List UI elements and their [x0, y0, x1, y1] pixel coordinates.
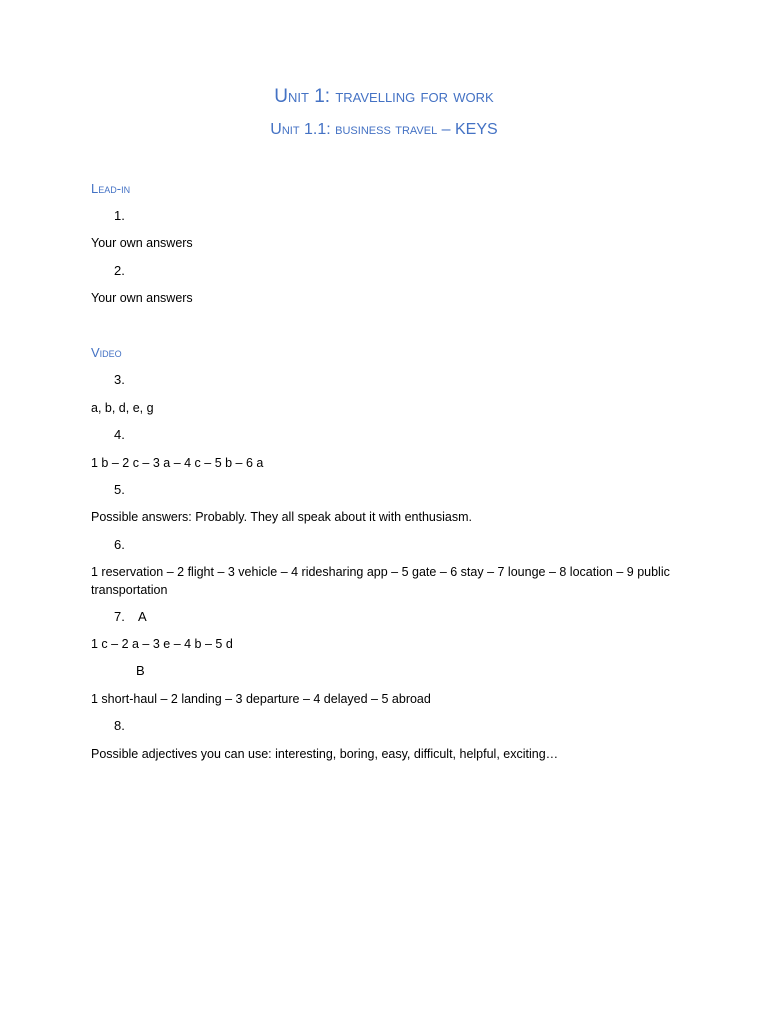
- item-answer: Your own answers: [91, 236, 193, 250]
- item-answer: Possible adjectives you can use: interesting, boring, easy, difficult, helpful, exciting…: [91, 747, 559, 761]
- item-number: [114, 609, 147, 624]
- item-number: 3.: [114, 372, 125, 387]
- item-answer: 1 reservation – 2 flight – 3 vehicle – 4 ridesharing app – 5 gate – 6 stay – 7 lounge – 8 location – 9 public transportation: [91, 565, 670, 597]
- item-number: 6.: [114, 537, 125, 552]
- item-part-label: A: [138, 609, 147, 624]
- item-number-label: 7.: [114, 609, 125, 624]
- section-heading-video: Video: [91, 345, 122, 360]
- item-answer: 1 c – 2 a – 3 e – 4 b – 5 d: [91, 637, 233, 651]
- item-number: 5.: [114, 482, 125, 497]
- item-number: 8.: [114, 718, 125, 733]
- item-number: 2.: [114, 263, 125, 278]
- item-number: 1.: [114, 208, 125, 223]
- item-answer: a, b, d, e, g: [91, 401, 154, 415]
- item-number: 4.: [114, 427, 125, 442]
- item-answer: 1 b – 2 c – 3 a – 4 c – 5 b – 6 a: [91, 456, 264, 470]
- section-heading-lead-in: Lead-in: [91, 181, 131, 196]
- page-subtitle: Unit 1.1: business travel – KEYS: [270, 121, 498, 138]
- item-answer: 1 short-haul – 2 landing – 3 departure – 4 delayed – 5 abroad: [91, 692, 431, 706]
- item-part-label: B: [136, 663, 145, 678]
- item-answer: Your own answers: [91, 291, 193, 305]
- page-title: Unit 1: travelling for work: [274, 86, 494, 107]
- item-answer: Possible answers: Probably. They all speak about it with enthusiasm.: [91, 510, 472, 524]
